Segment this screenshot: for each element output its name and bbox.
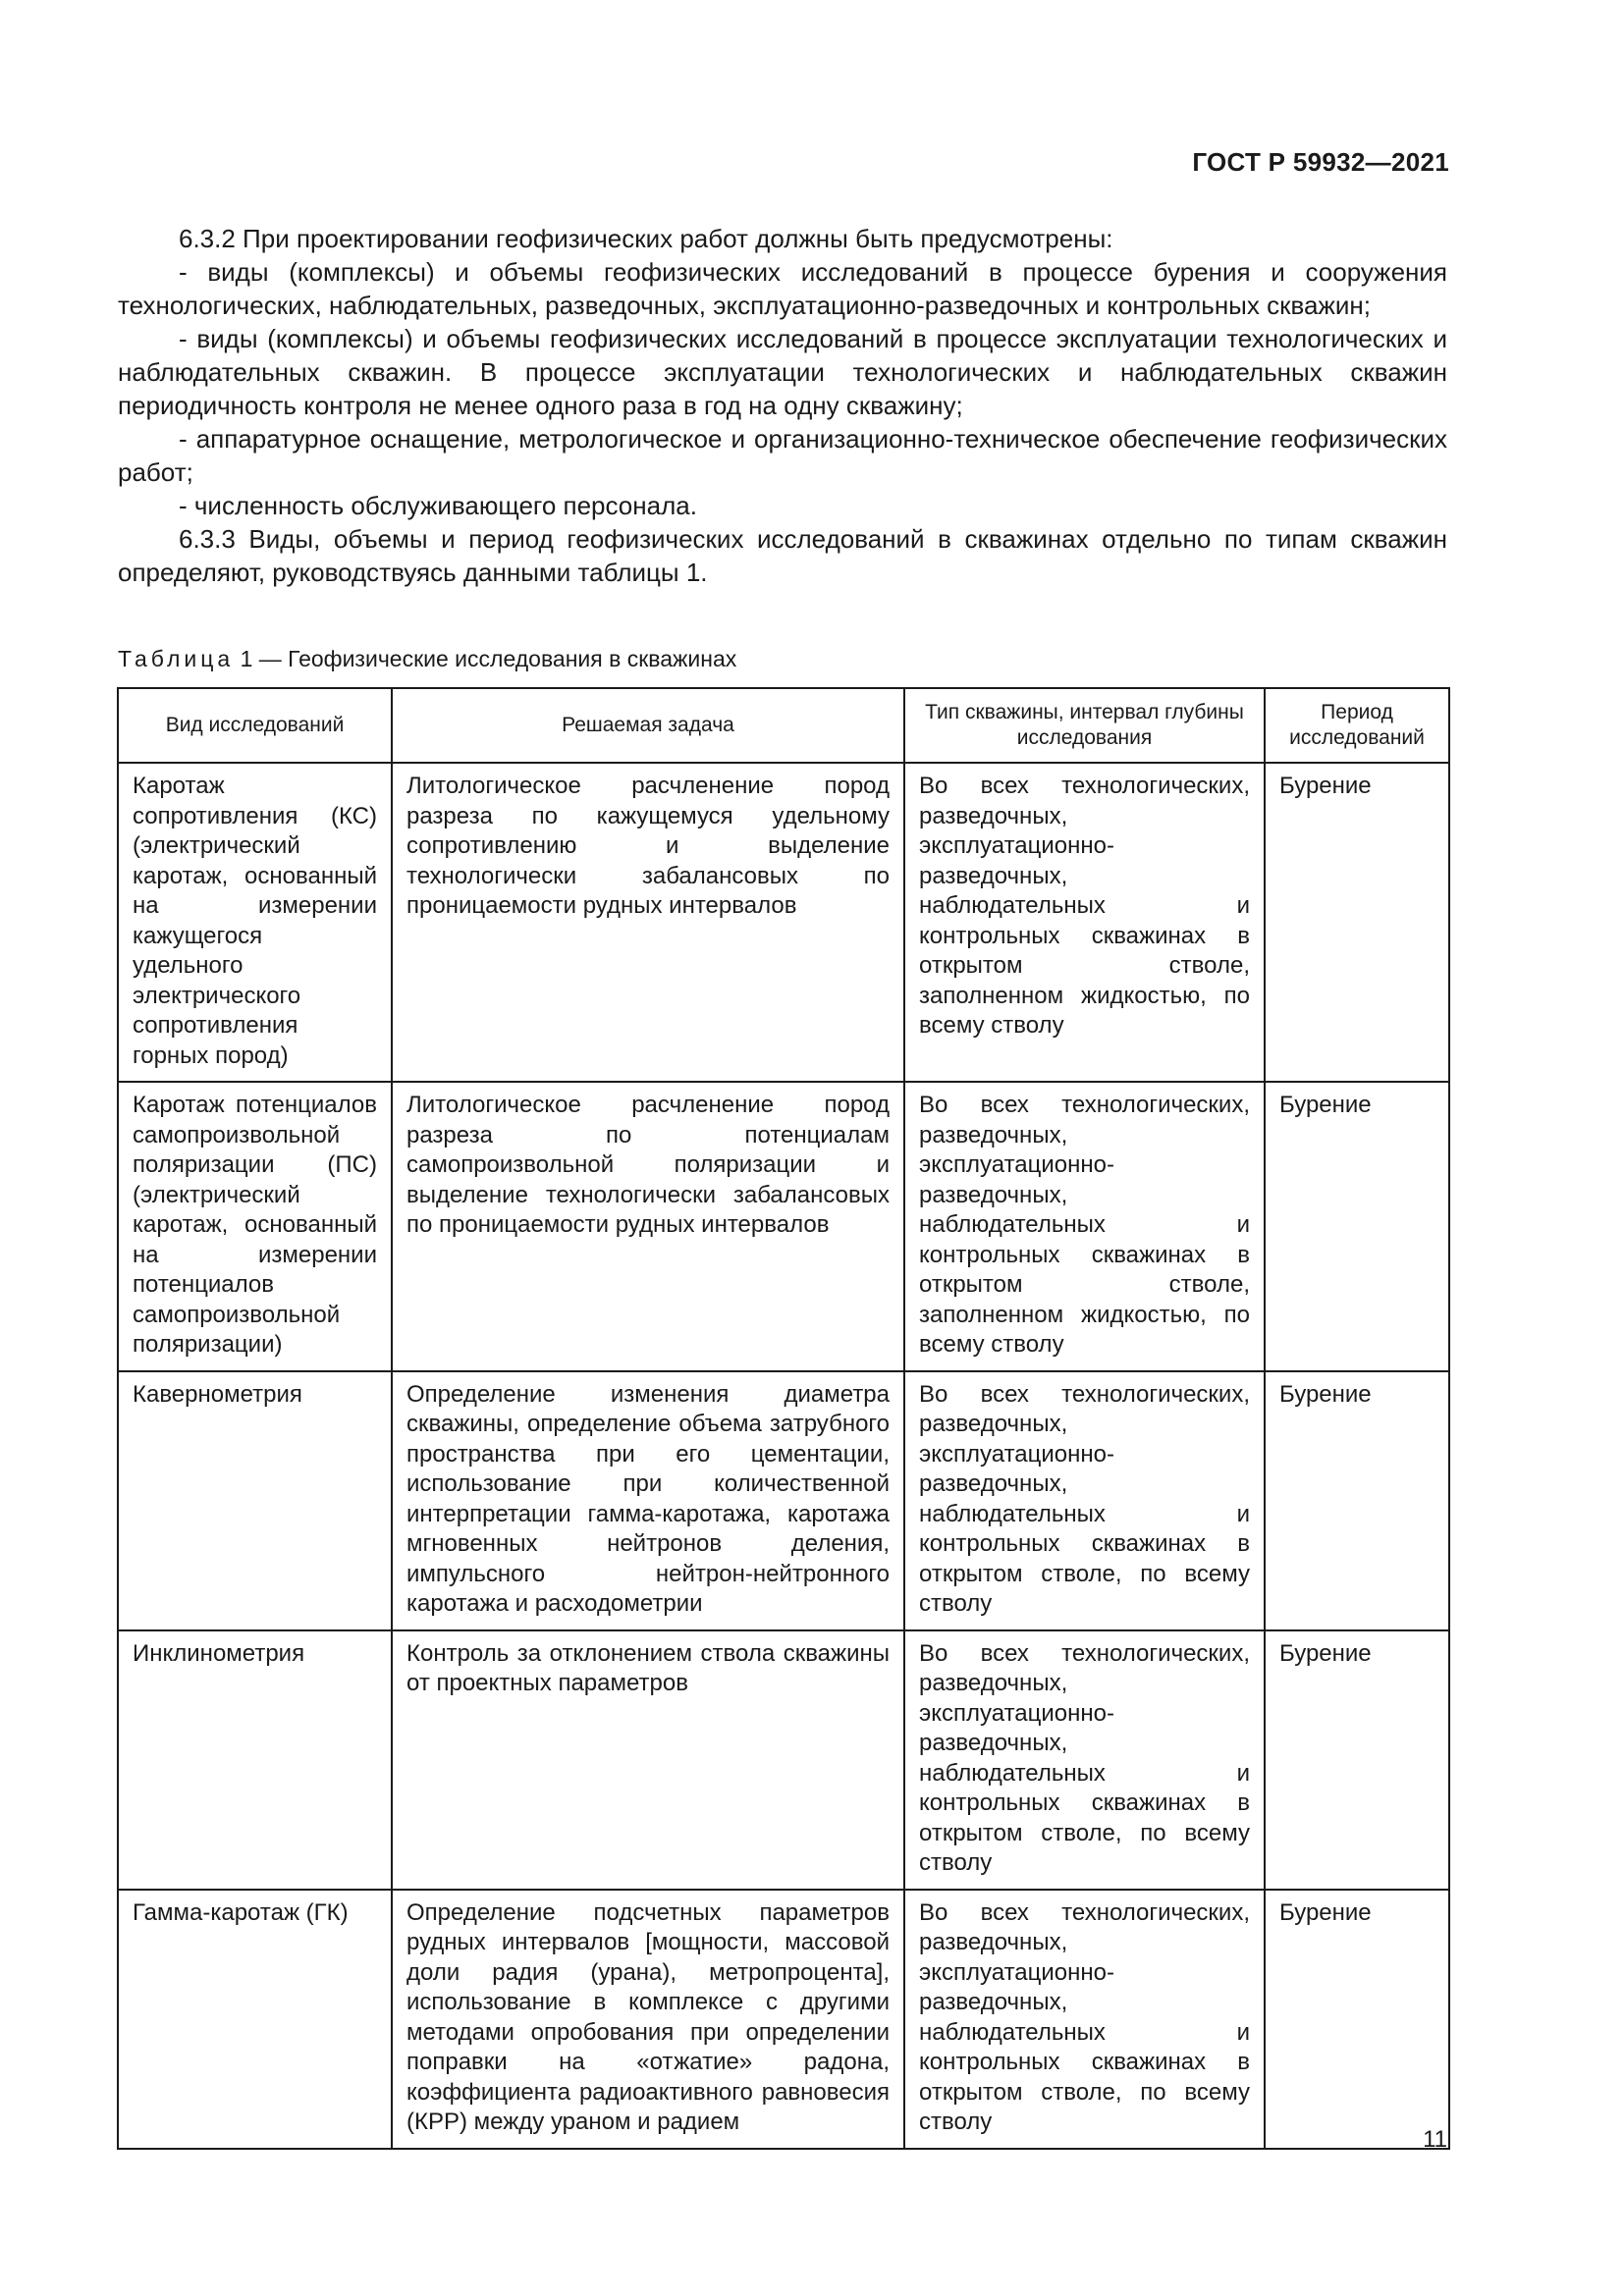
table-header-row (118, 688, 1449, 763)
table-row (118, 1371, 1449, 1630)
list-item-volumes-operation: - виды (комплексы) и объемы геофизических исследований в процессе эксплуатации технологических и наблюдательных скважин. В процессе эксплуатации технологических и наблюдательных скважин периодичность контроля не менее одного раза в год на одну скважину; (118, 324, 1447, 420)
cell-well-type: Во всех технологических, разведочных, эксплуатационно-разведочных, наблюдательных и контрольных скважинах в открытом стволе, по всему стволу (904, 1371, 1265, 1630)
table-row (118, 1082, 1449, 1371)
table-caption (118, 646, 736, 672)
list-item-equipment: - аппаратурное оснащение, метрологическое и организационно-техническое обеспечение геофизических работ; (118, 424, 1447, 487)
document-standard-number: ГОСТ Р 59932—2021 (1192, 147, 1449, 177)
cell-task: Литологическое расчленение пород разреза по кажущемуся удельному сопротивлению и выделение технологически забалансовых по проницаемости рудных интервалов (392, 763, 904, 1082)
body-text (118, 222, 1447, 589)
cell-period: Бурение (1265, 1082, 1449, 1371)
cell-task: Определение изменения диаметра скважины, определение объема затрубного пространства при его цементации, использование при количественной интерпретации гамма-каротажа, каротажа мгновенных нейтронов деления, импульсного нейтрон-нейтронного каротажа и расходометрии (392, 1371, 904, 1630)
table-caption-text: 1 — Геофизические исследования в скважинах (240, 646, 737, 671)
cell-well-type: Во всех технологических, разведочных, эксплуатационно-разведочных, наблюдательных и контрольных скважинах в открытом стволе, заполненном жидкостью, по всему стволу (904, 1082, 1265, 1371)
list-item-volumes-drilling: - виды (комплексы) и объемы геофизических исследований в процессе бурения и сооружения технологических, наблюдательных, разведочных, эксплуатационно-разведочных и контрольных скважин; (118, 257, 1447, 320)
cell-period: Бурение (1265, 1630, 1449, 1890)
page-number: 11 (1423, 2126, 1447, 2153)
table-caption-label: Таблица (118, 646, 235, 671)
cell-well-type: Во всех технологических, разведочных, эксплуатационно-разведочных, наблюдательных и контрольных скважинах в открытом стволе, по всему стволу (904, 1890, 1265, 2149)
cell-period: Бурение (1265, 1890, 1449, 2149)
column-header-task: Решаемая задача (392, 688, 904, 763)
cell-task: Литологическое расчленение пород разреза по потенциалам самопроизвольной поляризации и выделение технологически забалансовых по проницаемости рудных интервалов (392, 1082, 904, 1371)
cell-study-type: Каротаж сопротивления (КС) (электрический каротаж, основанный на измерении кажущегося удельного электрического сопротивления горных пород) (118, 763, 392, 1082)
column-header-study-type: Вид исследований (118, 688, 392, 763)
paragraph-6-3-2: 6.3.2 При проектировании геофизических работ должны быть предусмотрены: (179, 224, 1113, 253)
list-item-personnel: - численность обслуживающего персонала. (179, 491, 697, 520)
cell-task: Контроль за отклонением ствола скважины от проектных параметров (392, 1630, 904, 1890)
cell-study-type: Гамма-каротаж (ГК) (118, 1890, 392, 2149)
table-row (118, 1890, 1449, 2149)
cell-study-type: Инклинометрия (118, 1630, 392, 1890)
cell-well-type: Во всех технологических, разведочных, эксплуатационно-разведочных, наблюдательных и контрольных скважинах в открытом стволе, по всему стволу (904, 1630, 1265, 1890)
cell-task: Определение подсчетных параметров рудных интервалов [мощности, массовой доли радия (урана), метропроцента], использование в комплексе с другими методами опробования при определении поправки на «отжатие» радона, коэффициента радиоактивного равновесия (КРР) между ураном и радием (392, 1890, 904, 2149)
geophysical-studies-table (117, 687, 1450, 2150)
table-row (118, 763, 1449, 1082)
column-header-period: Период исследований (1265, 688, 1449, 763)
cell-study-type: Каротаж потенциалов самопроизвольной поляризации (ПС) (электрический каротаж, основанный на измерении потенциалов самопроизвольной поляризации) (118, 1082, 392, 1371)
cell-period: Бурение (1265, 1371, 1449, 1630)
table-row (118, 1630, 1449, 1890)
column-header-well-type: Тип скважины, интервал глубины исследования (904, 688, 1265, 763)
paragraph-6-3-3: 6.3.3 Виды, объемы и период геофизических исследований в скважинах отдельно по типам скважин определяют, руководствуясь данными таблицы 1. (118, 524, 1447, 587)
cell-study-type: Кавернометрия (118, 1371, 392, 1630)
cell-period: Бурение (1265, 763, 1449, 1082)
cell-well-type: Во всех технологических, разведочных, эксплуатационно-разведочных, наблюдательных и контрольных скважинах в открытом стволе, заполненном жидкостью, по всему стволу (904, 763, 1265, 1082)
